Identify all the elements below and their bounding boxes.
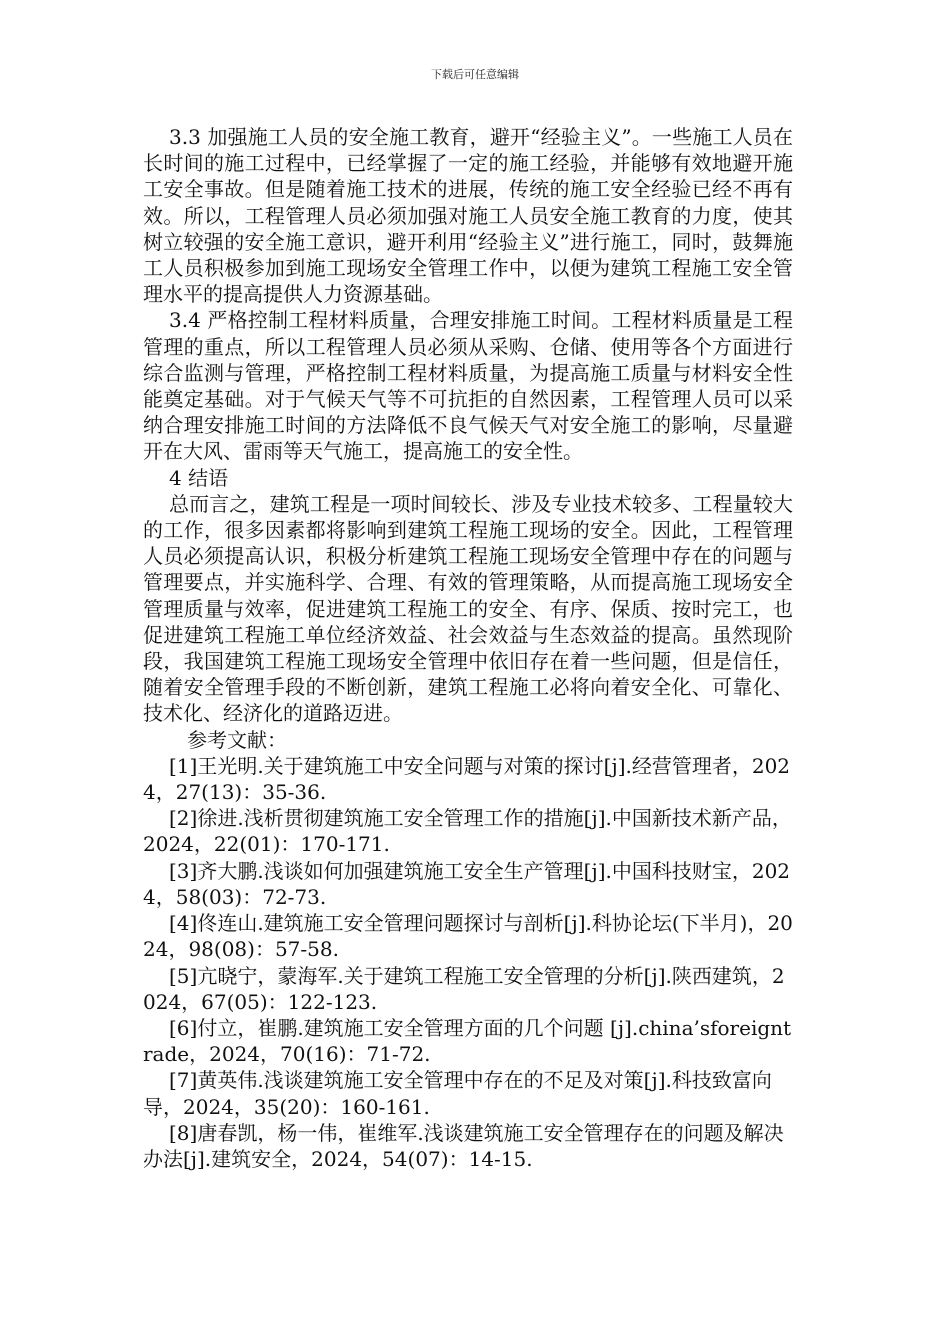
section-3-4-paragraph: 3.4 严格控制工程材料质量，合理安排施工时间。工程材料质量是工程管理的重点，所以工程管理人员必须从采购、仓储、使用等各个方面进行综合监测与管理，严格控制工程材料质量，为提高施工质量与材料安全性能奠定基础。对于气候天气等不可抗拒的自然因素，工程管理人员可以采纳合理安排施工时间的方法降低不良气候天气对安全施工的影响，尽量避开在大风、雷雨等天气施工，提高施工的安全性。 xyxy=(143,308,793,464)
reference-item-1: [1]王光明.关于建筑施工中安全问题与对策的探讨[j].经营管理者，2024，27(13)：35-36. xyxy=(143,753,791,805)
section-3-3-paragraph: 3.3 加强施工人员的安全施工教育，避开“经验主义”。一些施工人员在长时间的施工过程中，已经掌握了一定的施工经验，并能够有效地避开施工安全事故。但是随着施工技术的进展，传统的施工安全经验已经不再有效。所以，工程管理人员必须加强对施工人员安全施工教育的力度，使其树立较强的安全施工意识，避开利用“经验主义”进行施工，同时，鼓舞施工人员积极参加到施工现场安全管理工作中，以便为建筑工程施工安全管理水平的提高提供人力资源基础。 xyxy=(143,125,793,307)
reference-item-4: [4]佟连山.建筑施工安全管理问题探讨与剖析[j].科协论坛(下半月)，2024，98(08)：57-58. xyxy=(143,911,793,962)
references-title: 参考文献： xyxy=(187,727,287,752)
page-header: 下载后可任意编辑 xyxy=(431,68,519,81)
reference-item-3: [3]齐大鹏.浅谈如何加强建筑施工安全生产管理[j].中国科技财宝，2024，58(03)：72-73. xyxy=(143,858,791,909)
conclusion-paragraph: 总而言之，建筑工程是一项时间较长、涉及专业技术较多、工程量较大的工作，很多因素都将影响到建筑工程施工现场的安全。因此，工程管理人员必须提高认识，积极分析建筑工程施工现场安全管理中存在的问题与管理要点，并实施科学、合理、有效的管理策略，从而提高施工现场安全管理质量与效率，促进建筑工程施工的安全、有序、保质、按时完工，也促进建筑工程施工单位经济效益、社会效益与生态效益的提高。虽然现阶段，我国建筑工程施工现场安全管理中依旧存在着一些问题，但是信任，随着安全管理手段的不断创新，建筑工程施工必将向着安全化、可靠化、技术化、经济化的道路迈进。 xyxy=(143,491,793,726)
document-body xyxy=(143,124,793,1172)
reference-item-5: [5]亢晓宁，蒙海军.关于建筑工程施工安全管理的分析[j].陕西建筑，2024，67(05)：122-123. xyxy=(143,963,785,1014)
reference-item-2: [2]徐进.浅析贯彻建筑施工安全管理工作的措施[j].中国新技术新产品，2024，22(01)：170-171. xyxy=(143,806,792,857)
reference-item-6: [6]付立，崔鹏.建筑施工安全管理方面的几个问题 [j].china’sforeigntrade，2024，70(16)：71-72. xyxy=(143,1015,792,1067)
reference-item-7: [7]黄英伟.浅谈建筑施工安全管理中存在的不足及对策[j].科技致富向导，2024，35(20)：160-161. xyxy=(143,1068,772,1119)
reference-item-8: [8]唐春凯，杨一伟，崔维军.浅谈建筑施工安全管理存在的问题及解决办法[j].建筑安全，2024，54(07)：14-15. xyxy=(143,1120,784,1171)
conclusion-heading: 4 结语 xyxy=(169,465,229,490)
